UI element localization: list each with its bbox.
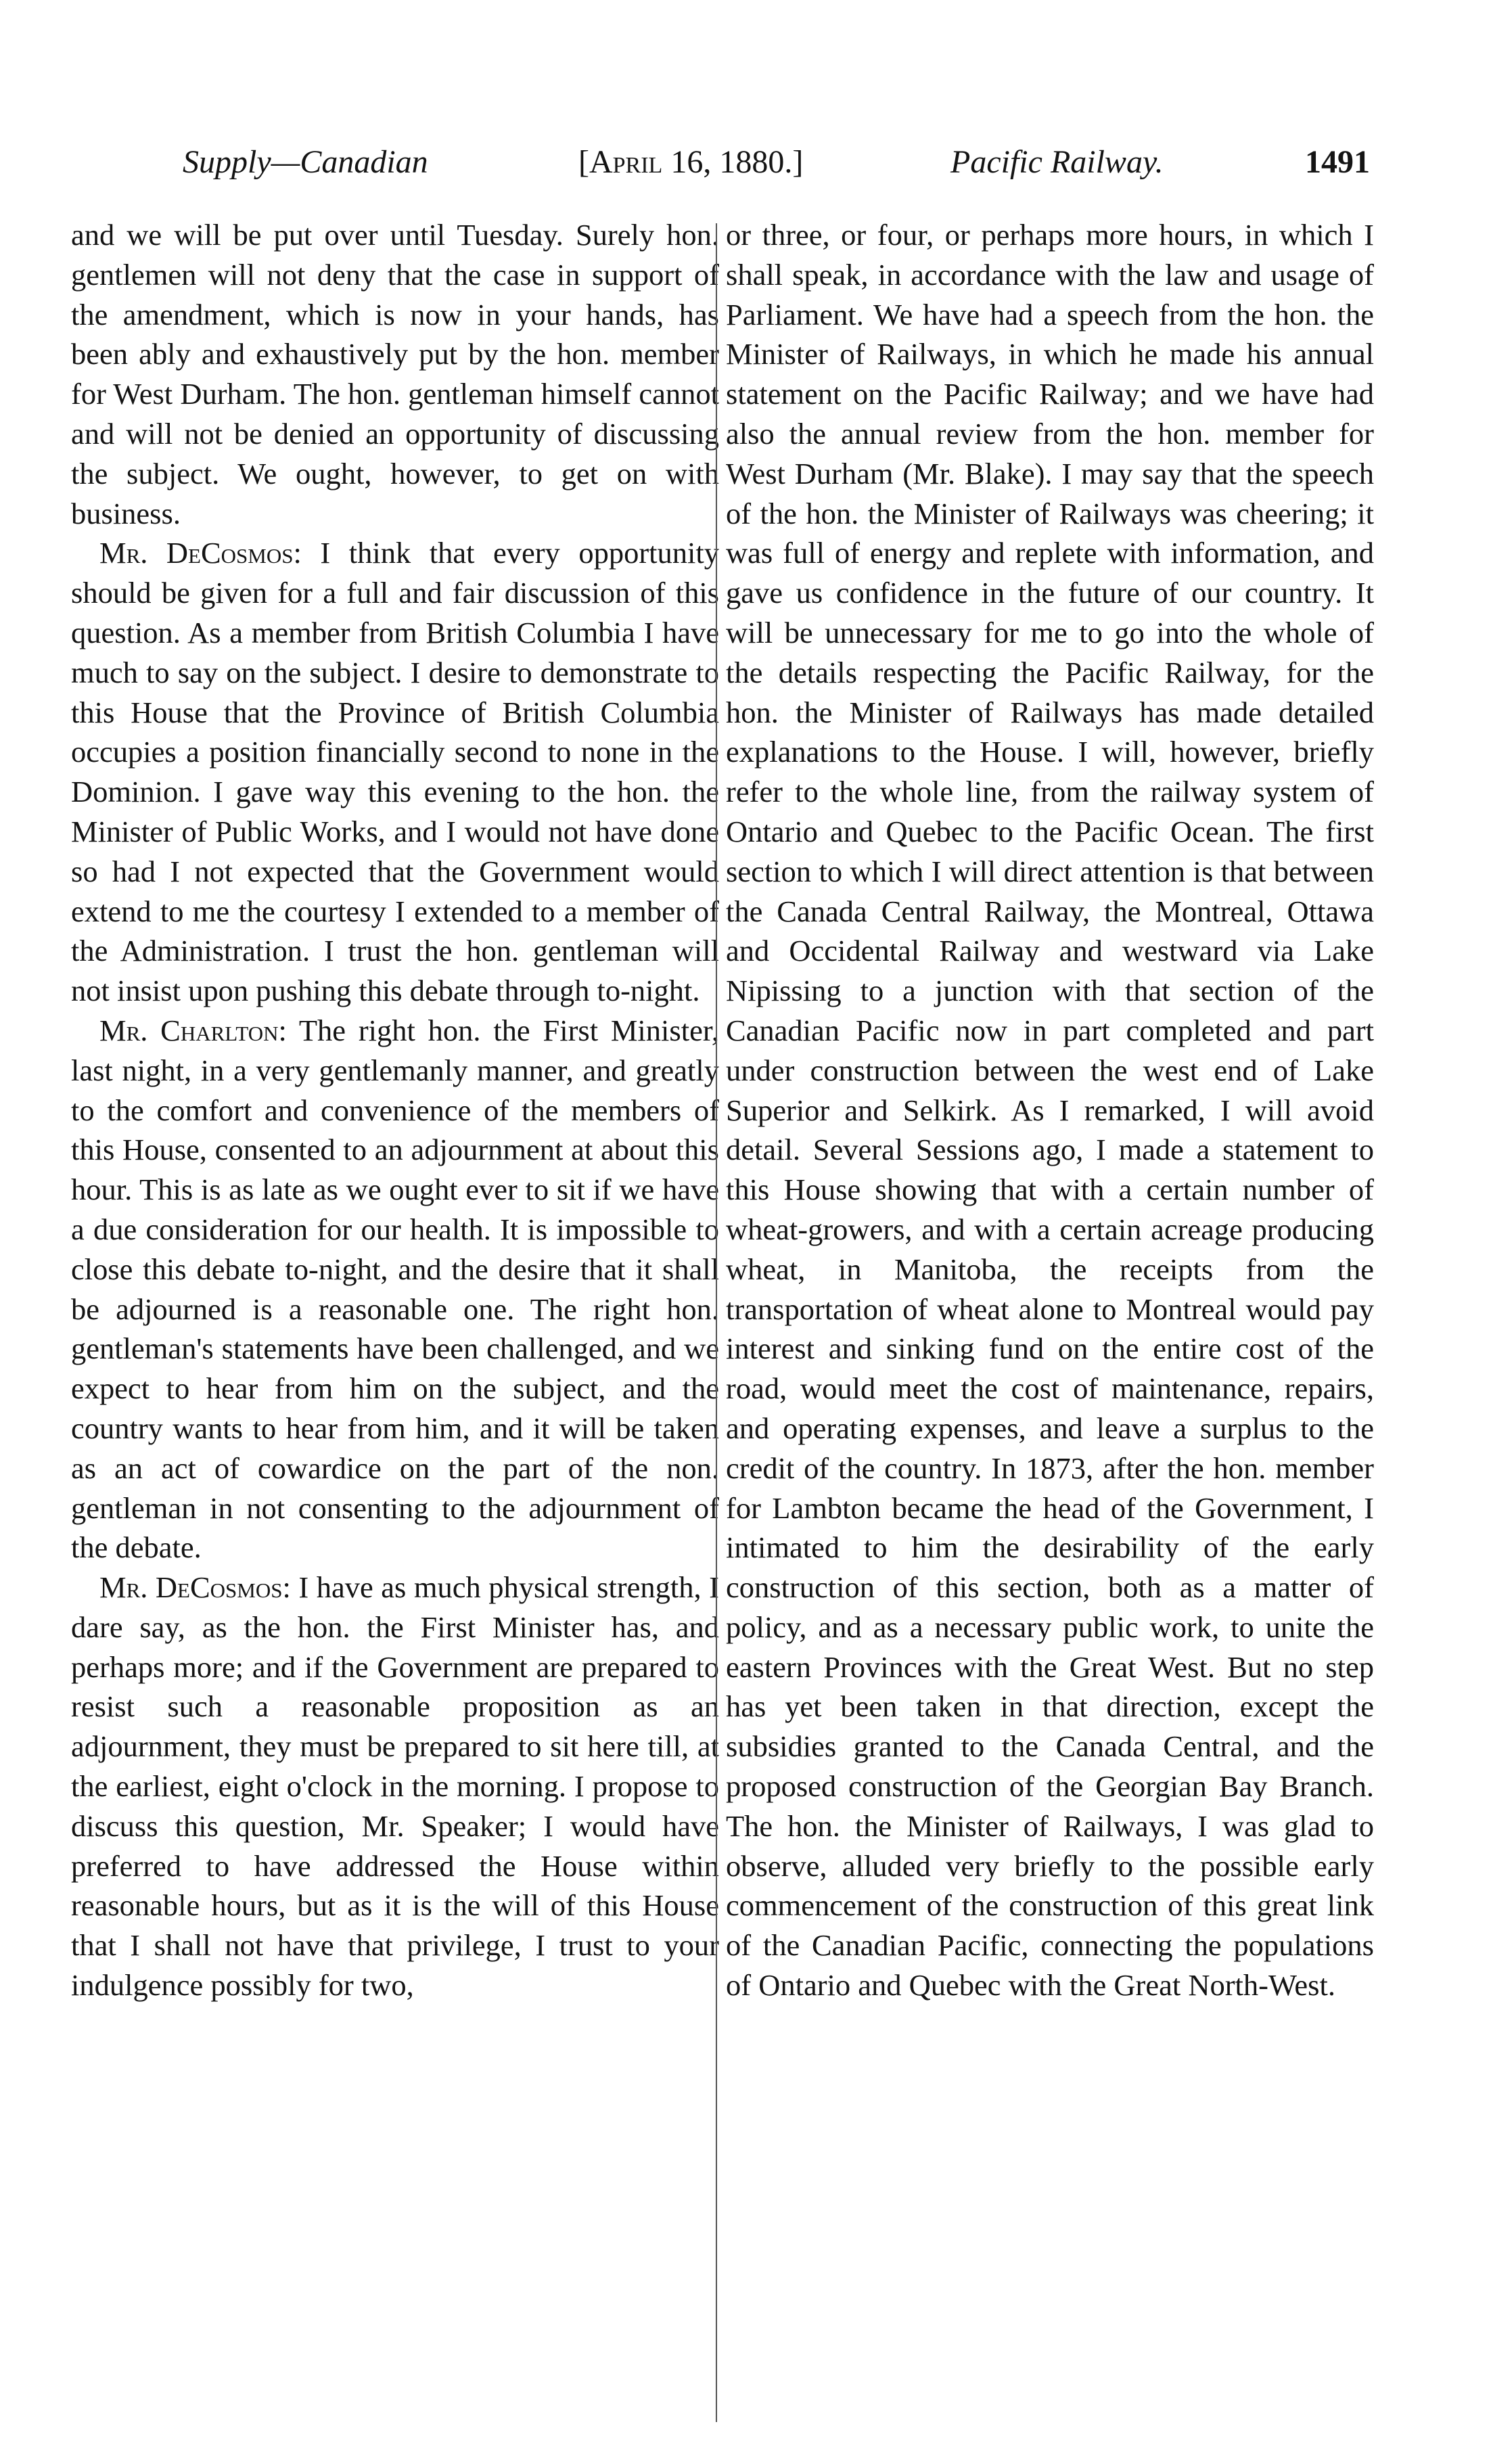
header-date: [April 16, 1880.] — [578, 144, 804, 180]
speech-text: : The right hon. the First Minister, last night, in a very gentlemanly manner, and greatly to the comfort and convenience of the members of this House, consented to an adjournment at about this hour. This is as late as we ought ever to sit if we have a due consideration for our health. It is impossible to close this debate to-night, and the desire that it shall be adjourned is a reasonable one. The right hon. gentleman's statements have been challenged, and we expect to hear from him on the subject, and the country wants to hear from him, and it will be taken as an act of cowardice on the part of the non. gentleman in not consenting to the adjournment of the debate. — [71, 1013, 719, 1565]
running-header — [183, 139, 1370, 186]
header-topic: Pacific Railway. — [950, 144, 1164, 180]
paragraph — [71, 1011, 719, 1568]
speaker-name: Mr. DeCosmos — [99, 1570, 283, 1605]
speaker-name: Mr. DeCosmos — [99, 536, 294, 570]
speaker-name: Mr. Charlton — [99, 1013, 279, 1047]
paragraph: and we will be put over until Tuesday. Surely hon. gentlemen will not deny that the case in support of the amendment, which is now in your hands, has been ably and exhaustively put by the hon. member for West Durham. The hon. gentleman himself cannot and will not be denied an opportunity of discussing the subject. We ought, however, to get on with business. — [71, 218, 719, 530]
page-number: 1491 — [1305, 144, 1370, 180]
speech-text: : I think that every opportunity should be given for a full and fair discussion of this question. As a member from British Columbia I have much to say on the subject. I desire to demonstrate to this House that the Province of British Columbia occupies a position financially second to none in the Dominion. I gave way this evening to the hon. the Minister of Public Works, and I would not have done so had I not expected that the Government would extend to me the courtesy I extended to a member of the Administration. I trust the hon. gentleman will not insist upon pushing this debate through to-night. — [71, 536, 719, 1008]
header-section-title: Supply—Canadian — [183, 144, 428, 180]
speech-text: : I have as much physical strength, I dare say, as the hon. the First Minister has, and perhaps more; and if the Government are prepared to resist such a reasonable proposition as an adjournment, they must be prepared to sit here till, at the earliest, eight o'clock in the morning. I propose to discuss this question, Mr. Speaker; I would have preferred to have addressed the House within reasonable hours, but as it is the will of this House that I shall not have that privilege, I trust to your indulgence possibly for two, — [71, 1570, 719, 2003]
paragraph — [71, 1568, 719, 2005]
left-column — [71, 215, 719, 2005]
right-column — [726, 215, 1374, 2005]
paragraph: or three, or four, or perhaps more hours, in which I shall speak, in accordance with the law and usage of Parliament. We have had a speech from the hon. the Minister of Railways, in which he made his annual statement on the Pacific Railway; and we have had also the annual review from the hon. member for West Durham (Mr. Blake). I may say that the speech of the hon. the Minister of Railways was cheering; it was full of energy and replete with information, and gave us confidence in the future of our country. It will be unnecessary for me to go into the whole of the details respecting the Pacific Railway, for the hon. the Minister of Railways has made detailed explanations to the House. I will, however, briefly refer to the whole line, from the railway system of Ontario and Quebec to the Pacific Ocean. The first section to which I will direct attention is that between the Canada Central Railway, the Montreal, Ottawa and Occidental Railway and westward via Lake Nipissing to a junction with that section of the Canadian Pacific now in part completed and part under construction between the west end of Lake Superior and Selkirk. As I remarked, I will avoid detail. Several Sessions ago, I made a statement to this House showing that with a certain number of wheat-growers, and with a certain acreage producing wheat, in Manitoba, the receipts from the transportation of wheat alone to Montreal would pay interest and sinking fund on the entire cost of the road, would meet the cost of maintenance, repairs, and operating expenses, and leave a surplus to the credit of the country. In 1873, after the hon. member for Lambton became the head of the Government, I intimated to him the desirability of the early construction of this section, both as a matter of policy, and as a necessary public work, to unite the eastern Provinces with the Great West. But no step has yet been taken in that direction, except the subsidies granted to the Canada Central, and the proposed construction of the Georgian Bay Branch. The hon. the Minister of Railways, I was glad to observe, alluded very briefly to the possible early commencement of the construction of this great link of the Canadian Pacific, connecting the populations of Ontario and Quebec with the Great North-West. — [726, 218, 1374, 2003]
paragraph — [71, 533, 719, 1011]
column-divider — [716, 223, 717, 2422]
